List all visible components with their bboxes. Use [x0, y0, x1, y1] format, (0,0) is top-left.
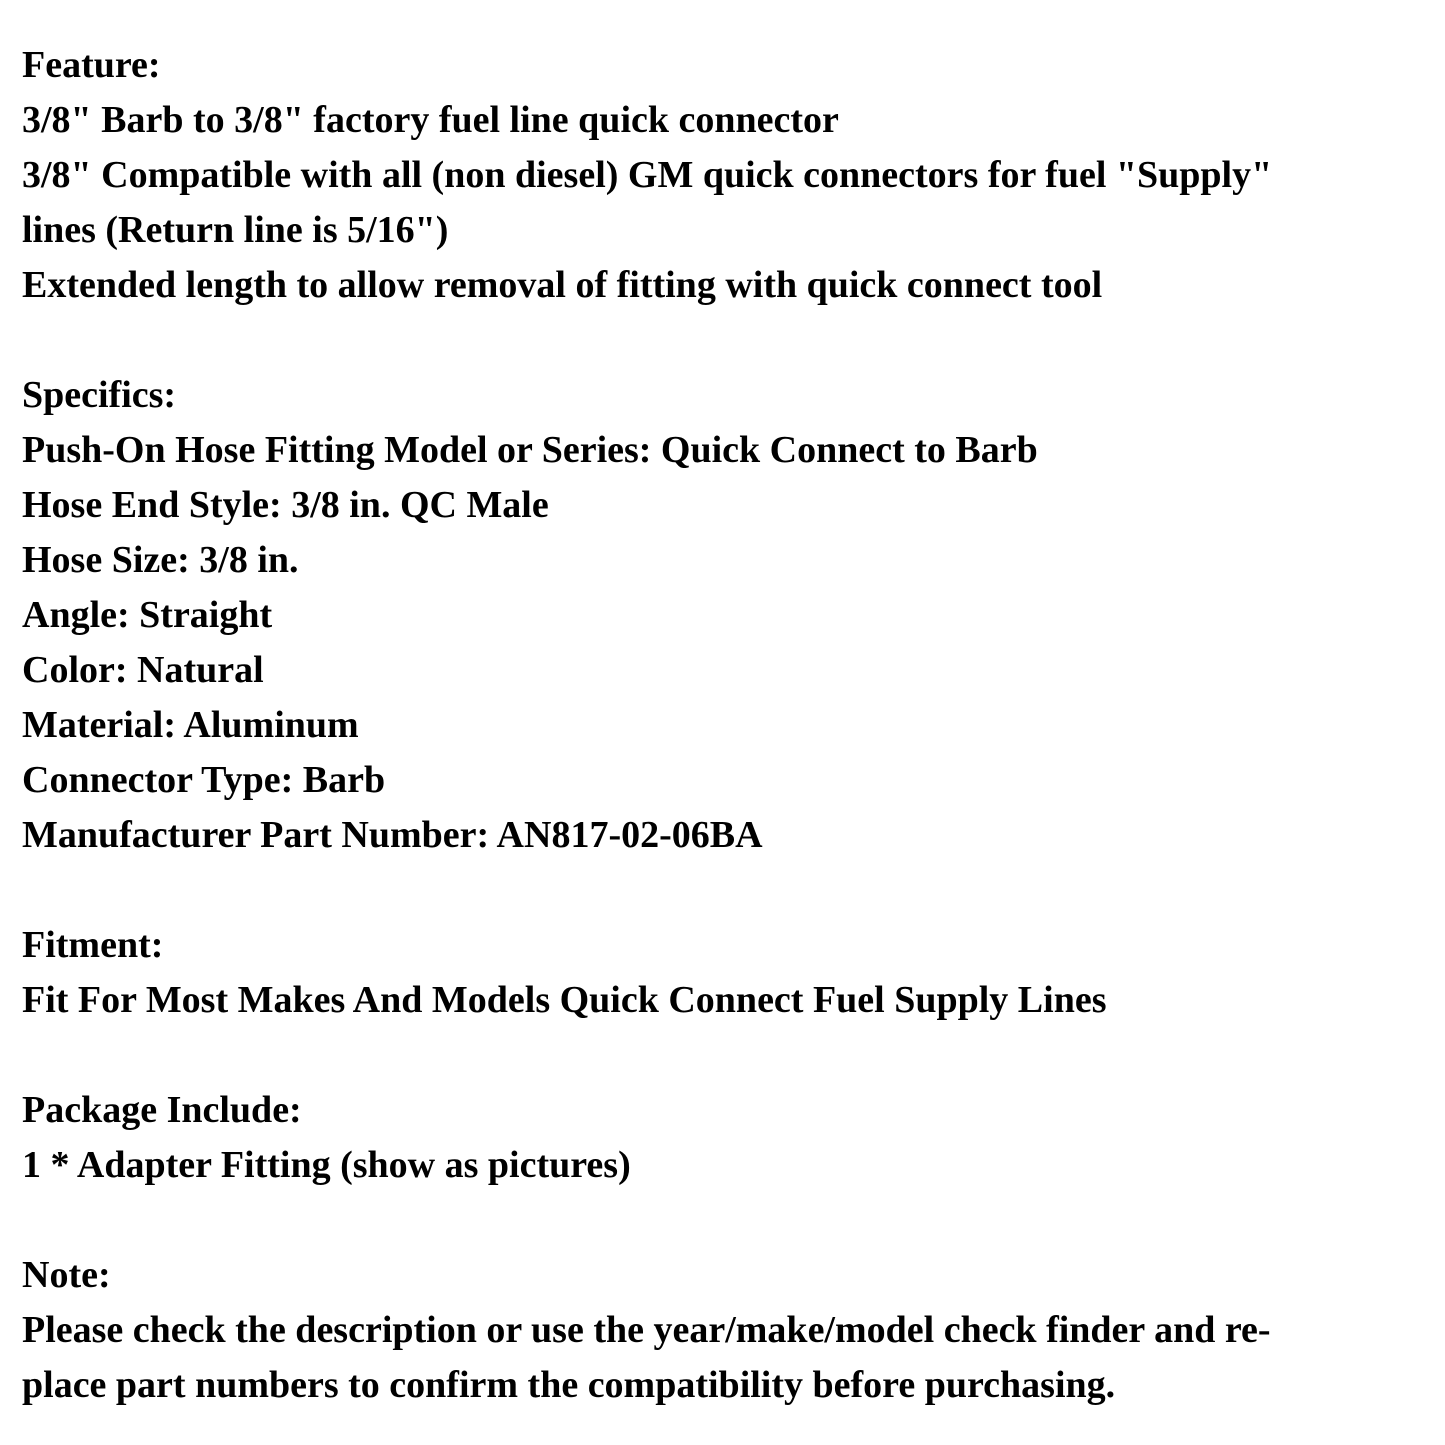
text-line: Color: Natural [22, 649, 264, 691]
section-heading: Fitment: [22, 924, 164, 966]
text-line: Hose End Style: 3/8 in. QC Male [22, 484, 549, 526]
section-heading: Specifics: [22, 374, 177, 416]
text-line: 3/8" Compatible with all (non diesel) GM quick connectors for fuel "Supply" [22, 154, 1273, 196]
text-line: Manufacturer Part Number: AN817-02-06BA [22, 814, 763, 856]
text-line: Extended length to allow removal of fitting with quick connect tool [22, 264, 1103, 306]
text-line: place part numbers to confirm the compatibility before purchasing. [22, 1364, 1116, 1406]
package-include-section [22, 1083, 1385, 1193]
text-line: Material: Aluminum [22, 704, 359, 746]
specifics-section [22, 368, 1385, 863]
text-line: Connector Type: Barb [22, 759, 386, 801]
feature-section [22, 38, 1385, 313]
text-line: Push-On Hose Fitting Model or Series: Quick Connect to Barb [22, 429, 1038, 471]
section-heading: Feature: [22, 44, 161, 86]
text-line: Angle: Straight [22, 594, 273, 636]
text-line: lines (Return line is 5/16") [22, 209, 449, 251]
note-section [22, 1248, 1385, 1413]
text-line: Fit For Most Makes And Models Quick Connect Fuel Supply Lines [22, 979, 1107, 1021]
section-heading: Note: [22, 1254, 111, 1296]
text-line: Please check the description or use the year/make/model check finder and re- [22, 1309, 1271, 1351]
section-heading: Package Include: [22, 1089, 302, 1131]
text-line: 1 * Adapter Fitting (show as pictures) [22, 1144, 631, 1186]
text-line: 3/8" Barb to 3/8" factory fuel line quick connector [22, 99, 839, 141]
text-line: Hose Size: 3/8 in. [22, 539, 299, 581]
fitment-section [22, 918, 1385, 1028]
